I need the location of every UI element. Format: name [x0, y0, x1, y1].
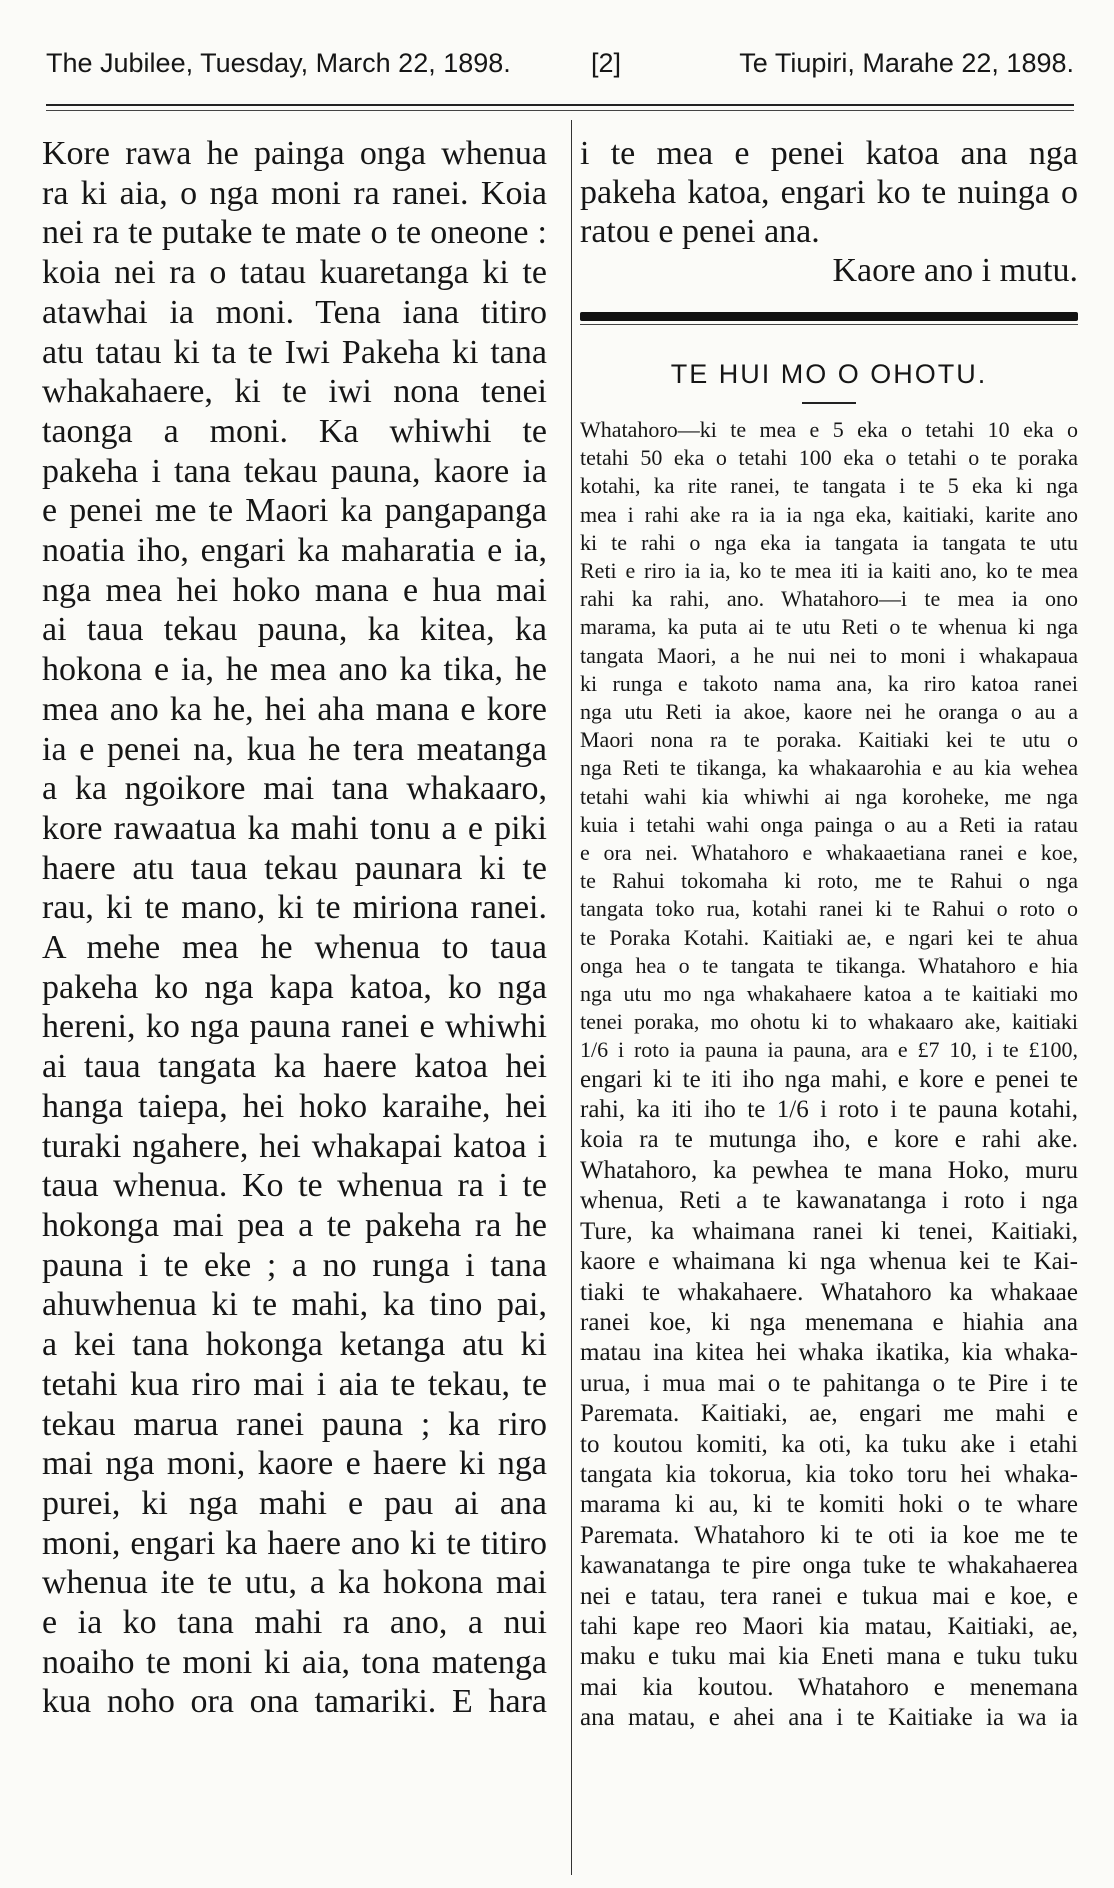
right-column [580, 134, 1078, 1734]
text-line: Ture, ka whaimana ranei ki tenei, Kaitiaki, [580, 1217, 1078, 1245]
header-rule-thin [46, 110, 1074, 111]
text-line: e ia ko tana mahi ra ano, a nui [42, 1604, 547, 1642]
text-line: tiaki te whakahaere. Whatahoro ka whakaae [580, 1278, 1078, 1306]
text-line: mea i rahi ake ra ia ia nga eka, kaitiaki, karite ano [580, 501, 1078, 527]
text-line: ranei koe, ki nga menemana e hiahia ana [580, 1308, 1078, 1336]
text-line: marama ki au, ki te komiti hoki o te whare [580, 1491, 1078, 1519]
text-line: onga hea o te tangata te tikanga. Whatahoro e hia [580, 952, 1078, 978]
text-line: a kei tana hokonga ketanga atu ki [42, 1326, 547, 1364]
text-line: rahi ka rahi, ano. Whatahoro—i te mea ia ono [580, 586, 1078, 612]
text-line: i te mea e penei katoa ana nga [580, 135, 1078, 172]
text-line: rahi, ka iti iho te 1/6 i roto i te pauna kotahi, [580, 1096, 1078, 1124]
text-line: pakeha katoa, engari ko te nuinga o [580, 174, 1078, 211]
text-line: nga mea hei hoko mana e hua mai [42, 571, 547, 609]
text-line: ia e penei na, kua he tera meatanga [42, 730, 547, 768]
text-line: koia ra te mutunga iho, e kore e rahi ake. [580, 1126, 1078, 1154]
header-date-maori: Te Tiupiri, Marahe 22, 1898. [739, 48, 1074, 78]
text-line: pauna i te eke ; a no runga i tana [42, 1246, 547, 1284]
text-line: urua, i mua mai o te pahitanga o te Pire i te [580, 1369, 1078, 1397]
text-line: tangata toko rua, kotahi ranei ki te Rahui o roto o [580, 896, 1078, 922]
text-line: Kore rawa he painga onga whenua [42, 135, 547, 172]
text-line: pakeha i tana tekau pauna, kaore ia [42, 452, 547, 490]
text-line: Reti e riro ia ia, ko te mea iti ia kaiti ano, ko te mea [580, 558, 1078, 584]
text-line: kua noho ora ona tamariki. E hara [42, 1683, 547, 1721]
text-line: e penei me te Maori ka pangapanga [42, 492, 547, 530]
text-line: koia nei ra o tatau kuaretanga ki te [42, 254, 547, 292]
text-line: ra ki aia, o nga moni ra ranei. Koia [42, 174, 547, 212]
column-divider [571, 120, 572, 1875]
text-line: nga Reti te tikanga, ka whakaarohia e au kia wehea [580, 755, 1078, 781]
to-be-continued: Kaore ano i mutu. [832, 252, 1078, 289]
section-rule-heavy [580, 312, 1078, 321]
text-line: Paremata. Whatahoro ki te oti ia koe me te [580, 1521, 1078, 1549]
text-line: ki te rahi o nga eka ia tangata ia tangata te utu [580, 529, 1078, 555]
text-line: ki runga e takoto nama ana, ka riro katoa ranei [580, 670, 1078, 696]
page-header [46, 48, 1074, 92]
text-line: noatia iho, engari ka maharatia e ia, [42, 532, 547, 570]
text-line: noaiho te moni ki aia, tona matenga [42, 1643, 547, 1681]
text-line: Whatahoro—ki te mea e 5 eka o tetahi 10 eka o [580, 417, 1078, 442]
text-line: atawhai ia moni. Tena iana titiro [42, 293, 547, 331]
text-line: ai taua tekau pauna, ka kitea, ka [42, 611, 547, 649]
title-underline [802, 402, 856, 404]
text-line: nga utu mo nga whakahaere katoa a te kaitiaki mo [580, 981, 1078, 1007]
text-line: haere atu taua tekau paunara ki te [42, 849, 547, 887]
continued-paragraph [580, 134, 1078, 251]
text-line: engari ki te iti iho nga mahi, e kore e penei te [580, 1065, 1078, 1093]
text-line: taua whenua. Ko te whenua ra i te [42, 1167, 547, 1205]
text-line: moni, engari ka haere ano ki te titiro [42, 1524, 547, 1562]
text-line: kaore e whaimana ki nga whenua kei te Kai- [580, 1248, 1078, 1276]
text-line: tangata Maori, a he nui nei to moni i whakapaua [580, 642, 1078, 668]
text-line: tekau marua ranei pauna ; ka riro [42, 1405, 547, 1443]
text-line: a ka ngoikore mai tana whakaaro, [42, 770, 547, 808]
text-line: ana matau, e ahei ana i te Kaitiake ia wa ia [580, 1704, 1078, 1732]
text-line: tahi kape reo Maori kia matau, Kaitiaki, ae, [580, 1612, 1078, 1640]
text-line: nga utu Reti ia akoe, kaore nei he oranga o au a [580, 699, 1078, 725]
text-line: kawanatanga te pire onga tuke te whakahaerea [580, 1552, 1078, 1580]
text-line: hanga taiepa, hei hoko karaihe, hei [42, 1087, 547, 1125]
header-rule [46, 104, 1074, 106]
left-column [42, 134, 547, 1722]
text-line: turaki ngahere, hei whakapai katoa i [42, 1127, 547, 1165]
text-line: taonga a moni. Ka whiwhi te [42, 412, 547, 450]
text-line: kotahi, ka rite ranei, te tangata i te 5 eka ki nga [580, 473, 1078, 499]
text-line: tetahi wahi kia whiwhi ai nga koroheke, me nga [580, 783, 1078, 809]
header-date-english: The Jubilee, Tuesday, March 22, 1898. [46, 48, 511, 78]
article-title: TE HUI MO O OHOTU. [670, 359, 988, 389]
text-line: kuia i tetahi wahi onga painga o au a Reti ia ratau [580, 811, 1078, 837]
text-line: Paremata. Kaitiaki, ae, engari me mahi e [580, 1400, 1078, 1428]
text-line: ratou e penei ana. [580, 213, 820, 250]
text-line: tetahi 50 eka o tetahi 100 eka o tetahi o te poraka [580, 445, 1078, 471]
text-line: kore rawaatua ka mahi tonu a e piki [42, 809, 547, 847]
text-line: rau, ki te mano, ki te miriona ranei. [42, 889, 547, 927]
text-line: whenua, Reti a te kawanatanga i roto i nga [580, 1187, 1078, 1215]
text-line: hokona e ia, he mea ano ka tika, he [42, 651, 547, 689]
text-line: Whatahoro, ka pewhea te mana Hoko, muru [580, 1156, 1078, 1184]
text-line: A mehe mea he whenua to taua [42, 929, 547, 967]
section-rule-thin [580, 324, 1078, 325]
text-line: to koutou komiti, ka oti, ka tuku ake i etahi [580, 1430, 1078, 1458]
text-line: hereni, ko nga pauna ranei e whiwhi [42, 1008, 547, 1046]
text-line: e ora nei. Whatahoro e whakaaetiana ranei e koe, [580, 840, 1078, 866]
text-line: pakeha ko nga kapa katoa, ko nga [42, 968, 547, 1006]
text-line: marama, ka puta ai te utu Reti o te whenua ki nga [580, 614, 1078, 640]
text-line: nei e tatau, tera ranei e tukua mai e koe, e [580, 1582, 1078, 1610]
text-line: mai kia koutou. Whatahoro e menemana [580, 1673, 1078, 1701]
text-line: maku e tuku mai kia Eneti mana e tuku tuku [580, 1643, 1078, 1671]
text-line: ai taua tangata ka haere katoa hei [42, 1048, 547, 1086]
text-line: atu tatau ki ta te Iwi Pakeha ki tana [42, 333, 547, 371]
text-line: tangata kia tokorua, kia toko toru hei whaka- [580, 1460, 1078, 1488]
page-number: [2] [591, 48, 622, 78]
text-line: nei ra te putake te mate o te oneone : [42, 214, 547, 252]
text-line: 1/6 i roto ia pauna ia pauna, ara e £7 10, i te £100, [580, 1037, 1078, 1063]
text-line: hokonga mai pea a te pakeha ra he [42, 1206, 547, 1244]
text-line: whakahaere, ki te iwi nona tenei [42, 373, 547, 411]
text-line: te Poraka Kotahi. Kaitiaki ae, e ngari kei te ahua [580, 924, 1078, 950]
text-line: ahuwhenua ki te mahi, ka tino pai, [42, 1286, 547, 1324]
article-body [580, 416, 1078, 1734]
text-line: tetahi kua riro mai i aia te tekau, te [42, 1365, 547, 1403]
text-line: whenua ite te utu, a ka hokona mai [42, 1564, 547, 1602]
text-line: te Rahui tokomaha ki roto, me te Rahui o nga [580, 868, 1078, 894]
text-line: mea ano ka he, hei aha mana e kore [42, 690, 547, 728]
text-line: mai nga moni, kaore e haere ki nga [42, 1445, 547, 1483]
text-line: Maori nona ra te poraka. Kaitiaki kei te utu o [580, 727, 1078, 753]
text-line: matau ina kitea hei whaka ikatika, kia whaka- [580, 1339, 1078, 1367]
text-line: tenei poraka, mo ohotu ki to whakaaro ake, kaitiaki [580, 1009, 1078, 1035]
text-line: purei, ki nga mahi e pau ai ana [42, 1484, 547, 1522]
